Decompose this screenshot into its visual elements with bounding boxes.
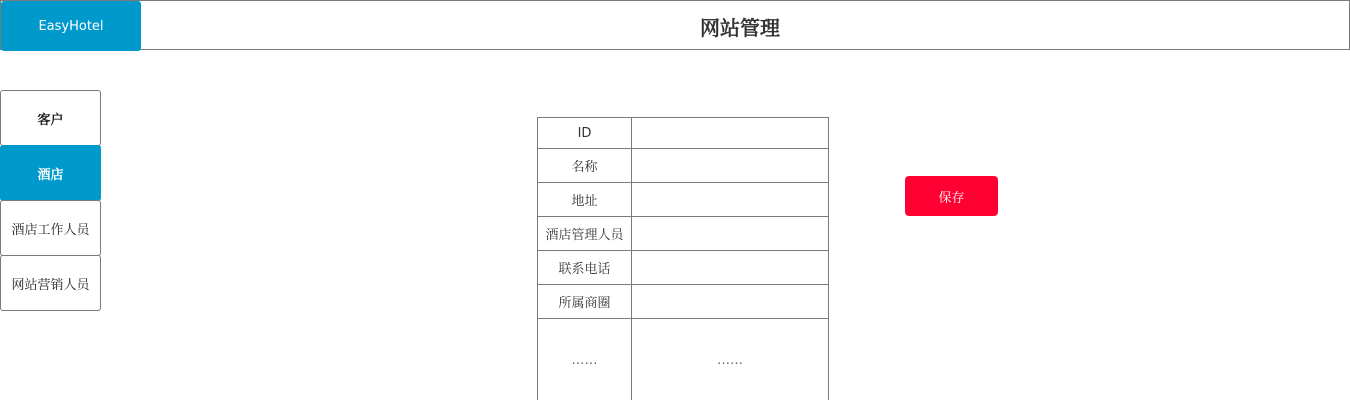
field-value-more: …… xyxy=(632,319,829,400)
form-row-more xyxy=(538,319,829,400)
field-label-business-district: 所属商圈 xyxy=(538,285,632,319)
field-label-more: …… xyxy=(538,319,632,400)
field-input-manager[interactable] xyxy=(632,217,829,251)
sidebar-item-customers[interactable]: 客户 xyxy=(0,90,101,146)
field-label-name: 名称 xyxy=(538,149,632,183)
form-row-name xyxy=(538,149,829,183)
form-row-phone xyxy=(538,251,829,285)
field-label-address: 地址 xyxy=(538,183,632,217)
sidebar-item-hotel-staff[interactable]: 酒店工作人员 xyxy=(0,200,101,256)
form-row-manager xyxy=(538,217,829,251)
sidebar-item-web-marketers[interactable]: 网站营销人员 xyxy=(0,255,101,311)
field-input-name[interactable] xyxy=(632,149,829,183)
form-row-id xyxy=(538,118,829,149)
top-header xyxy=(0,0,1350,50)
field-input-phone[interactable] xyxy=(632,251,829,285)
form-row-business-district xyxy=(538,285,829,319)
save-button[interactable]: 保存 xyxy=(905,176,998,216)
field-label-manager: 酒店管理人员 xyxy=(538,217,632,251)
field-input-id[interactable] xyxy=(632,118,829,149)
field-input-address[interactable] xyxy=(632,183,829,217)
hotel-info-form xyxy=(537,117,829,400)
field-input-business-district[interactable] xyxy=(632,285,829,319)
brand-logo[interactable]: EasyHotel xyxy=(1,1,141,51)
field-label-id: ID xyxy=(538,118,632,149)
field-label-phone: 联系电话 xyxy=(538,251,632,285)
sidebar xyxy=(0,90,101,311)
sidebar-item-hotels[interactable]: 酒店 xyxy=(0,145,101,201)
page-title: 网站管理 xyxy=(700,15,780,40)
form-row-address xyxy=(538,183,829,217)
